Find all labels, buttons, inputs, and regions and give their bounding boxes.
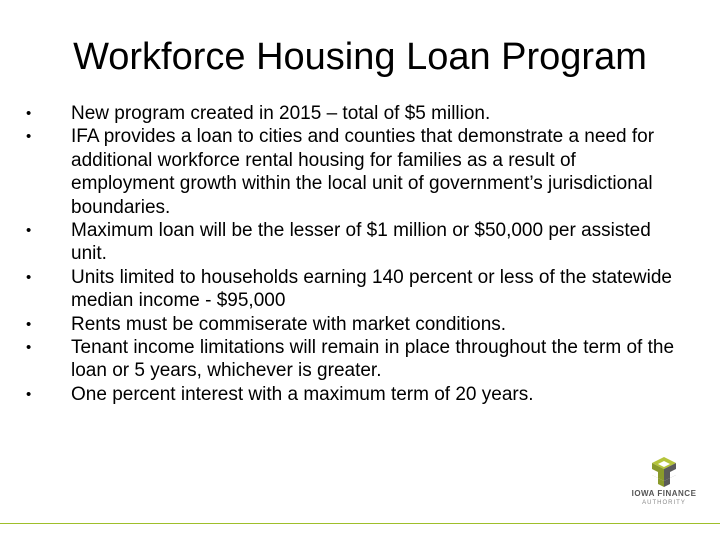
bullet-text: IFA provides a loan to cities and counties that demonstrate a need for additional workforce rental housing for families as a result of employment growth within the local unit of government’s jurisdictional boundaries. xyxy=(71,126,655,218)
bullet-item xyxy=(26,102,676,125)
bullet-marker: • xyxy=(26,128,32,146)
bullet-list xyxy=(26,102,676,406)
bullet-marker: • xyxy=(26,385,32,403)
bullet-item xyxy=(26,336,676,383)
bullet-marker: • xyxy=(26,222,32,240)
bullet-text: One percent interest with a maximum term of 20 years. xyxy=(71,383,534,405)
bullet-text: Units limited to households earning 140 percent or less of the statewide median income - $95,000 xyxy=(71,266,672,312)
bullet-item xyxy=(26,219,676,266)
bullet-marker: • xyxy=(26,315,32,333)
cube-logo-icon xyxy=(638,455,690,489)
bullet-item xyxy=(26,125,676,219)
bullet-item xyxy=(26,383,676,406)
bullet-text: Rents must be commiserate with market conditions. xyxy=(71,313,507,335)
iowa-finance-authority-logo xyxy=(620,455,708,513)
bullet-item xyxy=(26,313,676,336)
bullet-text: Tenant income limitations will remain in place throughout the term of the loan or 5 years, whichever is greater. xyxy=(71,337,675,382)
footer-divider xyxy=(0,523,720,524)
bullet-text: Maximum loan will be the lesser of $1 million or $50,000 per assisted unit. xyxy=(71,220,651,265)
bullet-marker: • xyxy=(26,105,32,122)
slide-title: Workforce Housing Loan Program xyxy=(73,36,647,78)
bullet-item xyxy=(26,266,676,313)
bullet-marker: • xyxy=(26,268,32,286)
logo-name: IOWA FINANCE xyxy=(631,489,697,498)
bullet-text: New program created in 2015 – total of $5 million. xyxy=(71,103,491,124)
bullet-marker: • xyxy=(26,339,32,357)
logo-subtitle: AUTHORITY xyxy=(642,500,686,506)
